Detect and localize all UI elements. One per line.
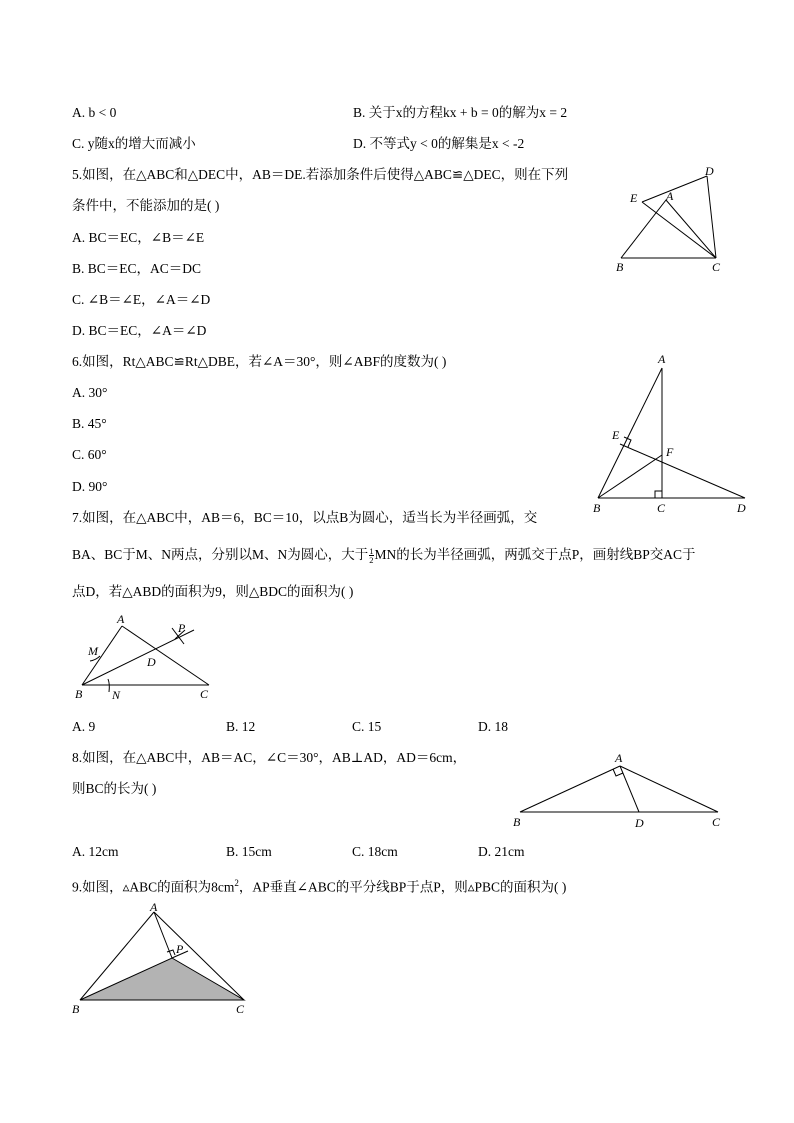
q7-label-d: D — [147, 655, 156, 669]
q6-option-a: A. 30° — [72, 385, 108, 400]
q5-option-a: A. BC＝EC，∠B＝∠E — [72, 230, 205, 245]
q9-figure — [68, 898, 258, 1020]
q7-label-n: N — [112, 688, 121, 702]
q6-option-b: B. 45° — [72, 416, 107, 431]
q8-figure — [505, 748, 735, 833]
q9-label-p: P — [176, 942, 184, 956]
q5-stem-line1: 5.如图，在△ABC和△DEC中，AB＝DE.若添加条件后使得△ABC≌△DEC，则在下列 — [72, 167, 569, 182]
q9-stem-part1: 9.如图，▵ABC的面积为8cm — [72, 879, 235, 895]
q6-option-c: C. 60° — [72, 447, 107, 462]
q4-option-b: B. 关于x的方程kx + b = 0的解为x = 2 — [353, 105, 568, 120]
q5-option-b: B. BC＝EC，AC＝DC — [72, 261, 202, 276]
q8-option-b: B. 15cm — [226, 844, 272, 859]
q9-stem-part2: ，AP垂直∠ABC的平分线BP于点P，则▵PBC的面积为( ) — [238, 879, 567, 895]
q5-label-e: E — [630, 191, 638, 205]
q7-stem-line1: 7.如图，在△ABC中，AB＝6，BC＝10，以点B为圆心，适当长为半径画弧，交 — [72, 510, 538, 525]
q7-stem-line3: 点D，若△ABD的面积为9，则△BDC的面积为( ) — [72, 584, 354, 599]
q7-fraction — [369, 547, 373, 564]
q7-label-m: M — [88, 644, 98, 658]
q5-figure — [610, 160, 730, 280]
q5-label-a: A — [666, 189, 674, 203]
q6-label-b: B — [593, 501, 601, 515]
q7-label-p: P — [178, 621, 186, 635]
q7-stem-line2-part1: BA、BC于M、N两点，分别以M、N为圆心，大于 — [72, 547, 369, 562]
q9-stem-superscript: 2 — [234, 878, 239, 888]
q7-stem-line2 — [72, 547, 696, 564]
q5-option-c: C. ∠B＝∠E，∠A＝∠D — [72, 292, 211, 307]
q4-option-c: C. y随x的增大而减小 — [72, 136, 196, 151]
q4-option-d: D. 不等式y < 0的解集是x < -2 — [353, 136, 525, 151]
q7-option-c: C. 15 — [352, 719, 382, 734]
q7-fraction-denominator: 2 — [369, 555, 374, 566]
q7-label-b: B — [75, 687, 83, 701]
q6-option-d: D. 90° — [72, 479, 108, 494]
q8-stem-line2: 则BC的长为( ) — [72, 781, 157, 796]
q7-label-c: C — [200, 687, 209, 701]
q8-option-d: D. 21cm — [478, 844, 525, 859]
q7-stem-line2-part2: MN的长为半径画弧，两弧交于点P，画射线BP交AC于 — [374, 547, 696, 562]
q8-option-c: C. 18cm — [352, 844, 398, 859]
q7-option-d: D. 18 — [478, 719, 508, 734]
q7-label-a: A — [117, 612, 125, 626]
q8-label-d: D — [635, 816, 644, 830]
q7-figure — [72, 608, 209, 702]
q7-fraction-numerator: 1 — [369, 546, 374, 557]
q9-stem — [72, 875, 566, 896]
q7-option-b: B. 12 — [226, 719, 256, 734]
q5-label-c: C — [712, 260, 721, 274]
q9-label-b: B — [72, 1002, 80, 1016]
q8-label-a: A — [615, 751, 623, 765]
q8-stem-line1: 8.如图，在△ABC中，AB＝AC，∠C＝30°，AB⊥AD，AD＝6cm， — [72, 750, 467, 765]
q8-label-b: B — [513, 815, 521, 829]
q7-option-a: A. 9 — [72, 719, 96, 734]
q9-label-c: C — [236, 1002, 245, 1016]
q6-label-f: F — [666, 445, 674, 459]
q6-label-c: C — [657, 501, 666, 515]
q6-label-a: A — [658, 352, 666, 366]
q8-label-c: C — [712, 815, 721, 829]
q5-stem-line2: 条件中，不能添加的是( ) — [72, 198, 220, 213]
q6-stem: 6.如图，Rt△ABC≌Rt△DBE，若∠A＝30°，则∠ABF的度数为( ) — [72, 354, 447, 369]
q6-figure — [585, 345, 755, 520]
q5-label-b: B — [616, 260, 624, 274]
pbc-shaded-region — [80, 958, 244, 1000]
q9-label-a: A — [150, 900, 158, 914]
q5-label-d: D — [705, 164, 714, 178]
q4-option-a: A. b < 0 — [72, 105, 117, 120]
q5-option-d: D. BC＝EC，∠A＝∠D — [72, 323, 207, 338]
q6-label-e: E — [612, 428, 620, 442]
q6-label-d: D — [737, 501, 746, 515]
q8-option-a: A. 12cm — [72, 844, 119, 859]
